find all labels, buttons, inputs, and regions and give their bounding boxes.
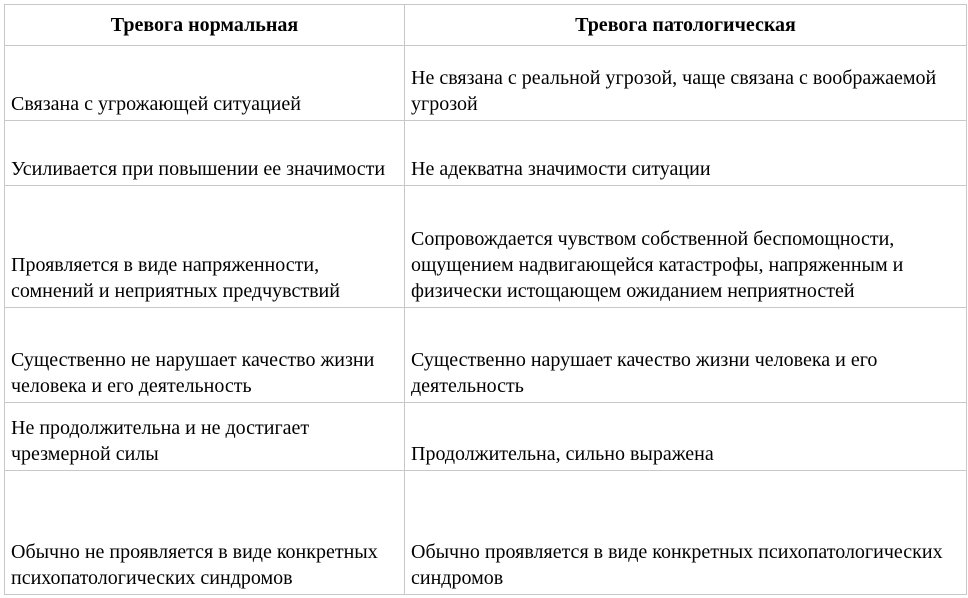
cell-normal: Связана с угрожающей ситуацией [5,46,405,121]
table-row [5,308,967,403]
cell-normal: Существенно не нарушает качество жизни человека и его деятельность [5,308,405,403]
cell-normal: Не продолжительна и не достигает чрезмерной силы [5,403,405,471]
table-row [5,403,967,471]
table-row [5,46,967,121]
table-row [5,121,967,186]
cell-pathological: Не адекватна значимости ситуации [405,121,967,186]
table-row [5,186,967,308]
comparison-table [4,4,967,595]
header-row [5,5,967,46]
cell-pathological: Не связана с реальной угрозой, чаще связана с воображаемой угрозой [405,46,967,121]
header-normal-anxiety: Тревога нормальная [5,5,405,46]
cell-pathological: Сопровождается чувством собственной беспомощности, ощущением надвигающейся катастрофы, напряженным и физически истощающем ожиданием неприятностей [405,186,967,308]
cell-pathological: Существенно нарушает качество жизни человека и его деятельность [405,308,967,403]
cell-pathological: Продолжительна, сильно выражена [405,403,967,471]
header-pathological-anxiety: Тревога патологическая [405,5,967,46]
cell-normal: Обычно не проявляется в виде конкретных психопатологических синдромов [5,471,405,595]
cell-normal: Проявляется в виде напряженности, сомнений и неприятных предчувствий [5,186,405,308]
table-row [5,471,967,595]
cell-normal: Усиливается при повышении ее значимости [5,121,405,186]
cell-pathological: Обычно проявляется в виде конкретных психопатологических синдромов [405,471,967,595]
